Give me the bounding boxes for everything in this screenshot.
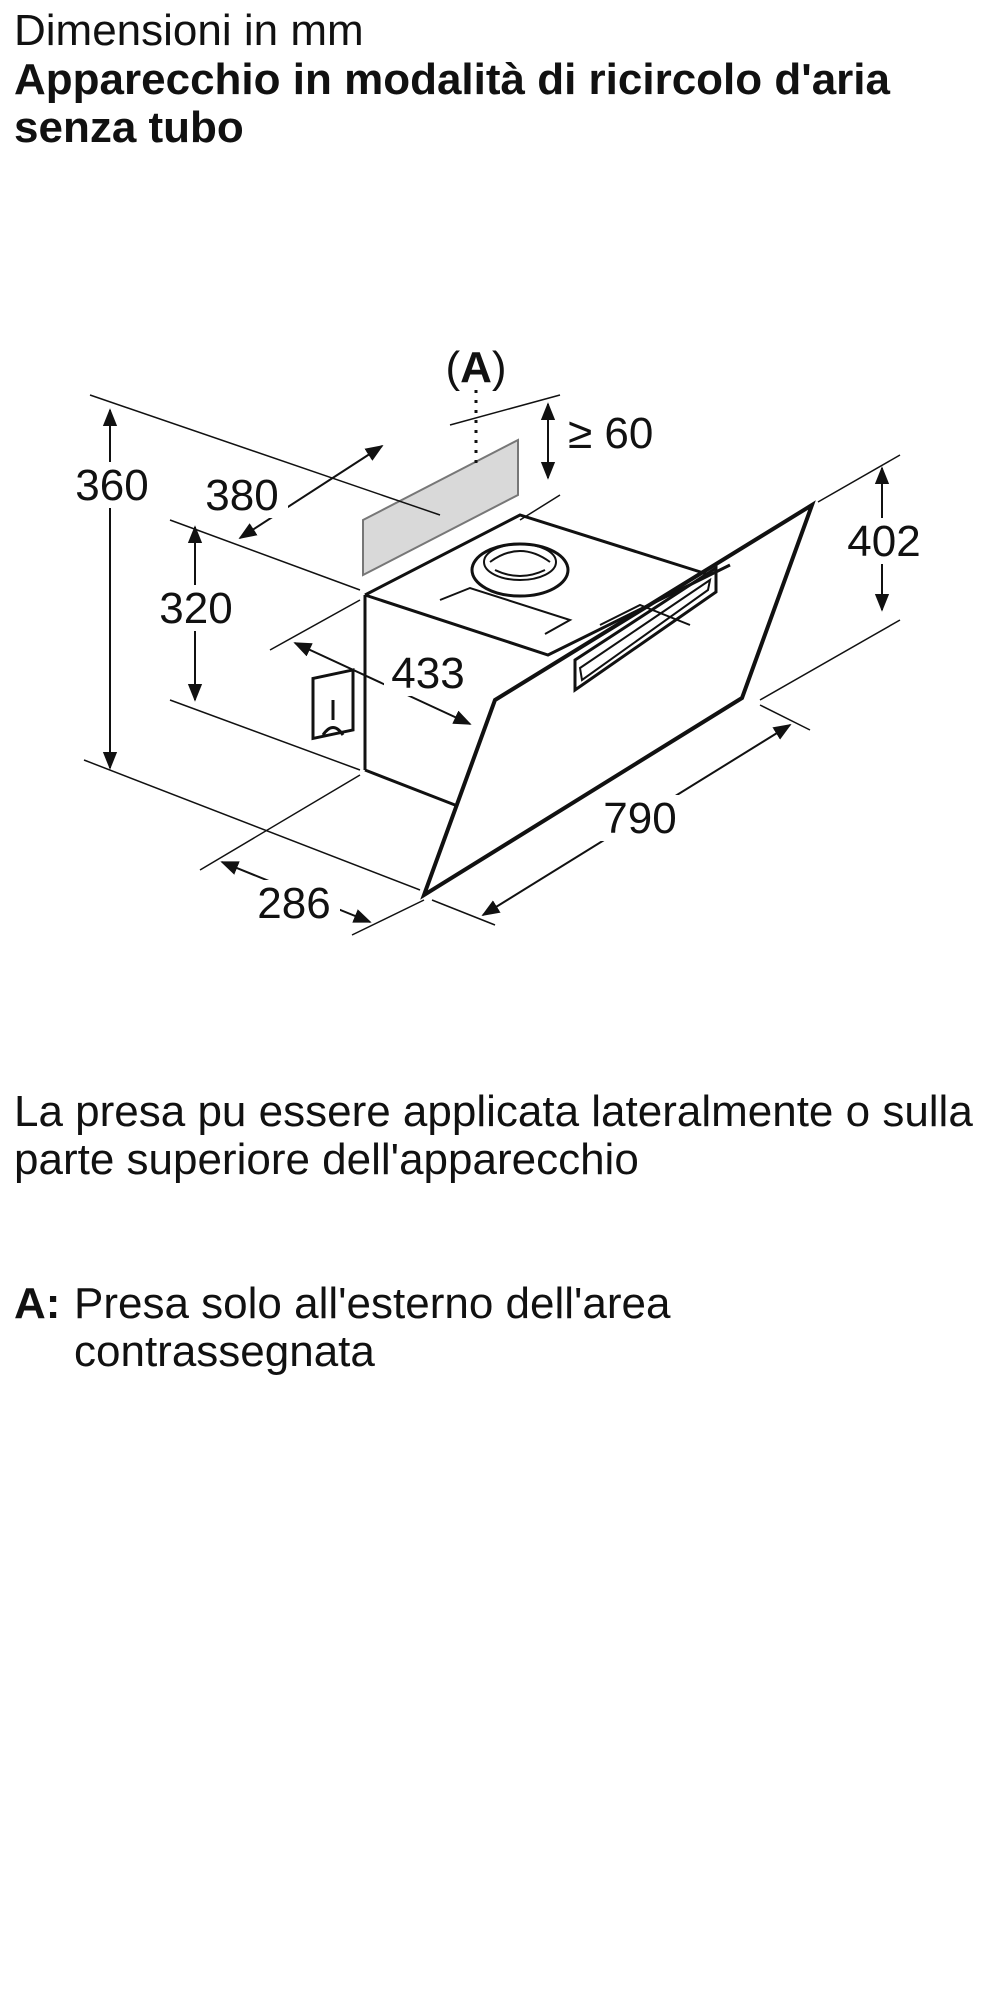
dimension-inner-height: 320 [159, 584, 233, 633]
dimension-depth-top: 380 [205, 471, 279, 520]
legend-text-a: Presa solo all'esterno dell'area contrassegnata [74, 1279, 671, 1376]
installation-note: La presa pu essere applicata lateralmente o sulla parte superiore dell'apparecchio [14, 1087, 973, 1184]
page-subtitle: Dimensioni in mm [14, 6, 364, 55]
callout-label: (A) [445, 343, 507, 392]
cooker-hood-drawing [365, 505, 812, 895]
dimension-base-depth: 286 [257, 879, 331, 928]
dimension-diagram [0, 300, 1000, 980]
dimension-glass-height: 402 [847, 517, 921, 566]
page-title: Apparecchio in modalità di ricircolo d'aria senza tubo [14, 55, 891, 152]
dimension-glass-width: 790 [603, 794, 677, 843]
power-socket-icon [313, 670, 353, 739]
dimension-total-height: 360 [75, 461, 149, 510]
legend-key-a: A: [14, 1279, 61, 1328]
dimension-clearance: ≥ 60 [568, 409, 654, 458]
dimension-inner-depth: 433 [391, 649, 465, 698]
